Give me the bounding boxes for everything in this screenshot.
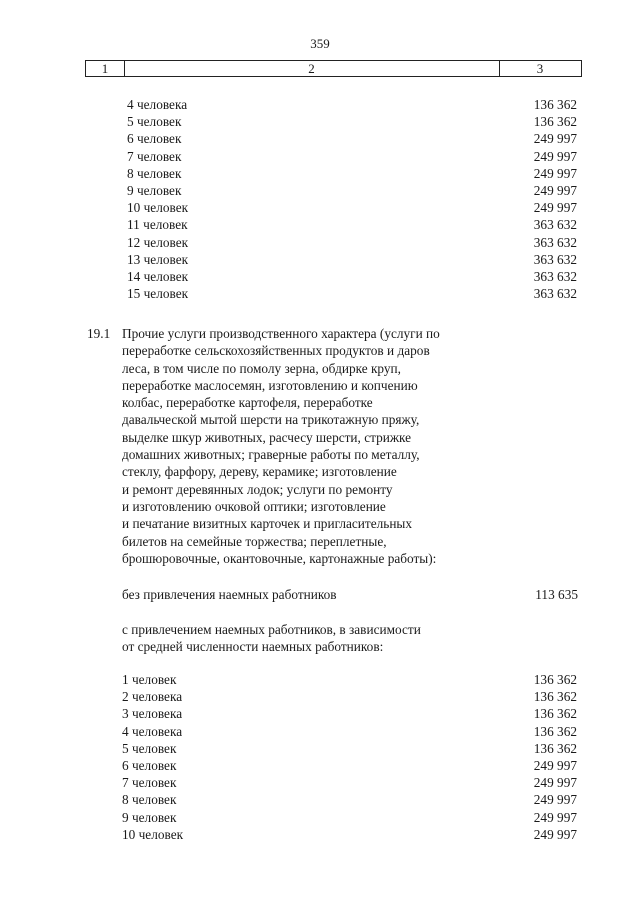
headcount-label: 4 человека [122,723,183,739]
table-row [0,285,640,302]
table-row [0,148,640,165]
amount-value: 249 997 [533,826,577,842]
amount-value: 136 362 [533,672,577,687]
amount-value: 249 997 [533,148,577,164]
amount-value: 363 632 [533,268,577,284]
table-row [0,774,640,791]
amount-value: 249 997 [533,131,577,147]
description-line: Прочие услуги производственного характера (услуги по [122,326,440,341]
description-line: переработке маслосемян, изготовлению и копчению [122,377,418,393]
amount-value: 249 997 [533,792,577,808]
amount-value: 136 362 [533,706,577,722]
description-line: давальческой мытой шерсти на трикотажную пряжу, [122,412,420,428]
description-line: леса, в том числе по помолу зерна, обдирке круп, [122,360,401,376]
description-line: стеклу, фарфору, дереву, керамике; изготовление [122,464,397,480]
headcount-rate-list-b [0,671,640,843]
description-line: брошюровочные, окантовочные, картонажные работы): [122,550,437,566]
headcount-label: 9 человек [127,182,182,198]
headcount-label: 9 человек [122,809,177,825]
table-row [0,757,640,774]
table-row [0,130,640,147]
headcount-label: 7 человек [122,775,177,791]
table-row [0,826,640,843]
headcount-label: 6 человек [122,757,177,773]
table-row [0,688,640,705]
amount-value: 363 632 [533,286,577,302]
description-line: и печатание визитных карточек и пригласительных [122,516,413,532]
amount-value: 249 997 [533,757,577,773]
amount-value: 136 362 [533,740,577,756]
description-line: билетов на семейные торжества; переплетные, [122,533,387,549]
amount-value: 136 362 [533,723,577,739]
headcount-label: 7 человек [127,148,182,164]
amount-value: 363 632 [533,217,577,233]
headcount-label: 10 человек [127,200,189,216]
table-row [0,199,640,216]
description-line: выделке шкур животных, расчесу шерсти, стрижке [122,429,412,445]
headcount-label: 8 человек [122,792,177,808]
headcount-label: 1 человек [122,672,177,687]
description-line: домашних животных; граверные работы по металлу, [122,447,420,463]
headcount-label: 4 человека [127,97,188,112]
headcount-label: 13 человек [127,251,189,267]
table-row [0,182,640,199]
page-number: 359 [310,36,330,51]
amount-value: 249 997 [533,182,577,198]
without-workers-row [122,586,578,603]
intro-line: от средней численности наемных работников: [122,639,384,655]
table-row [0,96,640,113]
headcount-label: 5 человек [127,114,182,130]
table-row [0,165,640,182]
headcount-label: 12 человек [127,234,189,250]
with-workers-intro [122,621,421,656]
table-row [0,234,640,251]
headcount-label: 5 человек [122,740,177,756]
amount-value: 249 997 [533,809,577,825]
table-row [0,723,640,740]
table-row [0,705,640,722]
amount-value: 136 362 [533,97,577,112]
item-number: 19.1 [87,326,111,341]
headcount-rate-list-a [0,96,640,302]
table-row [0,251,640,268]
headcount-label: 2 человека [122,689,183,705]
table-row [0,113,640,130]
amount-value: 363 632 [533,251,577,267]
headcount-label: 15 человек [127,286,189,302]
intro-line: с привлечением наемных работников, в зависимости [122,622,421,637]
table-row [0,216,640,233]
amount-value: 136 362 [533,114,577,130]
table-row [0,740,640,757]
table-header-row [85,60,582,77]
description-line: и изготовлению очковой оптики; изготовление [122,498,386,514]
amount-value: 249 997 [533,200,577,216]
without-workers-value: 113 635 [535,587,578,602]
amount-value: 136 362 [533,689,577,705]
table-row [0,268,640,285]
table-row [0,791,640,808]
column-header-2: 2 [124,61,500,76]
table-row [0,809,640,826]
description-line: колбас, переработке картофеля, переработке [122,395,373,411]
amount-value: 249 997 [533,775,577,791]
headcount-label: 10 человек [122,826,184,842]
amount-value: 249 997 [533,165,577,181]
column-header-1: 1 [86,61,125,76]
headcount-label: 3 человека [122,706,183,722]
column-header-3: 3 [536,61,544,76]
without-workers-label: без привлечения наемных работников [122,587,337,602]
amount-value: 363 632 [533,234,577,250]
headcount-label: 14 человек [127,268,189,284]
headcount-label: 8 человек [127,165,182,181]
table-row [0,671,640,688]
description-line: переработке сельскохозяйственных продуктов и даров [122,343,430,359]
headcount-label: 11 человек [127,217,188,233]
item-description [122,325,502,567]
description-line: и ремонт деревянных лодок; услуги по ремонту [122,481,393,497]
headcount-label: 6 человек [127,131,182,147]
